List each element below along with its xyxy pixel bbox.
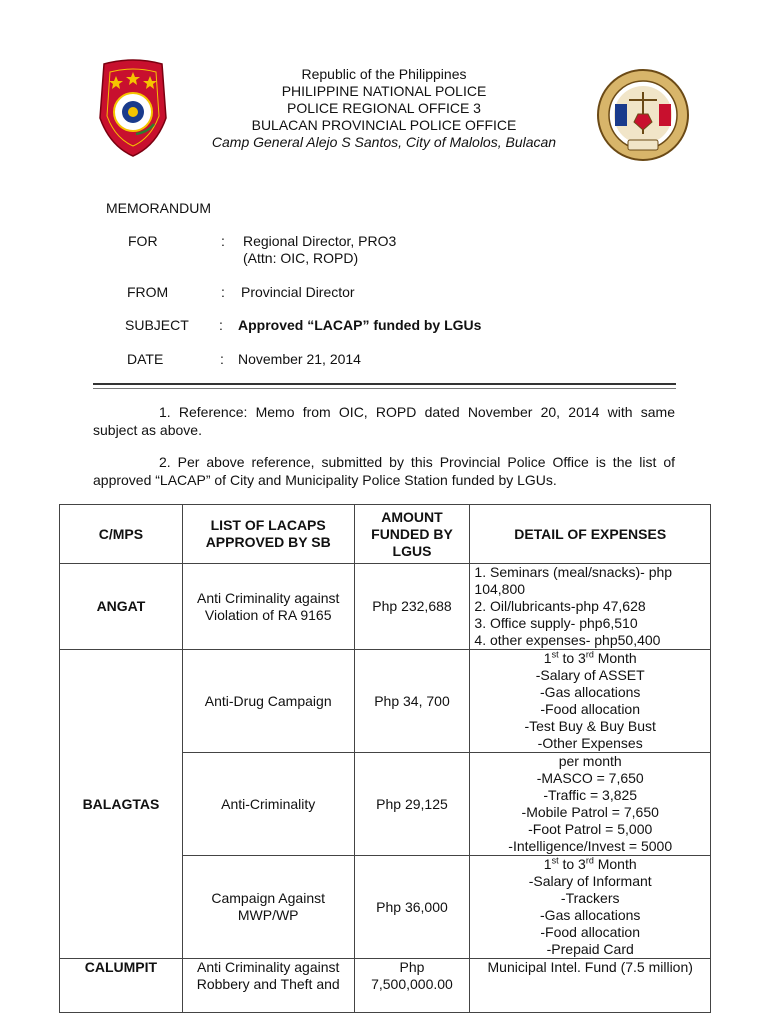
memo-subject-value: Approved “LACAP” funded by LGUs: [238, 317, 482, 333]
detail-line: -Trackers: [560, 890, 620, 906]
detail-line: -Prepaid Card: [546, 941, 634, 957]
memo-subject-row: [0, 317, 768, 335]
amount-cell: Php 36,000: [354, 856, 470, 959]
memo-for-value: Regional Director, PRO3: [243, 233, 397, 249]
detail-line: -Traffic = 3,825: [543, 787, 638, 803]
pnp-seal-icon: [96, 58, 170, 158]
detail-line: -Food allocation: [540, 924, 641, 940]
lacap-cell: Anti Criminality against Violation of RA 9165: [182, 564, 354, 650]
details-cell: [470, 650, 711, 753]
memo-from-value: Provincial Director: [241, 284, 355, 300]
header-amount: AMOUNT FUNDED BY LGUS: [354, 505, 470, 564]
detail-line: -Salary of ASSET: [535, 667, 645, 683]
detail-line: 4. other expenses- php50,400: [474, 632, 661, 648]
period-mid: to 3: [558, 650, 586, 666]
period-end: Month: [593, 856, 637, 872]
letterhead-regional-office: POLICE REGIONAL OFFICE 3: [287, 100, 481, 116]
memo-colon: :: [219, 317, 223, 333]
detail-line: 2. Oil/lubricants-php 47,628: [474, 598, 646, 614]
detail-line: -Gas allocations: [540, 684, 641, 700]
period-end: Month: [593, 650, 637, 666]
memo-subject-key: SUBJECT: [125, 317, 189, 333]
detail-line: -Intelligence/Invest = 5000: [508, 838, 673, 854]
memo-colon: :: [220, 351, 224, 367]
letterhead-provincial-office: BULACAN PROVINCIAL POLICE OFFICE: [251, 117, 517, 133]
detail-line-period: [474, 856, 706, 873]
memo-colon: :: [221, 233, 225, 249]
header-cmps: C/MPS: [60, 505, 183, 564]
letterhead-pnp: PHILIPPINE NATIONAL POLICE: [281, 83, 487, 99]
detail-line: -Test Buy & Buy Bust: [524, 718, 656, 734]
memo-date-row: [0, 351, 768, 369]
period-start: 1: [543, 650, 552, 666]
station-angat: ANGAT: [60, 564, 183, 650]
details-cell: [470, 564, 711, 650]
details-cell: [470, 856, 711, 959]
station-calumpit: CALUMPIT: [60, 959, 183, 1013]
table-header-row: [60, 505, 711, 564]
amount-cell: Php 29,125: [354, 753, 470, 856]
table-row-calumpit: [60, 959, 711, 1013]
bulacan-ppo-seal-icon: [596, 68, 690, 162]
detail-line: -MASCO = 7,650: [536, 770, 644, 786]
detail-line: 1. Seminars (meal/snacks)- php 104,800: [474, 564, 673, 597]
memo-colon: :: [221, 284, 225, 300]
detail-line: -Mobile Patrol = 7,650: [521, 804, 659, 820]
paragraph-reference: 1. Reference: Memo from OIC, ROPD dated November 20, 2014 with same subject as above.: [93, 404, 675, 438]
memorandum-label: MEMORANDUM: [106, 200, 211, 216]
lacap-cell: Campaign Against MWP/WP: [182, 856, 354, 959]
detail-line: -Gas allocations: [540, 907, 641, 923]
detail-line: 3. Office supply- php6,510: [474, 615, 638, 631]
detail-line: per month: [558, 753, 622, 769]
header-rule-thin: [93, 388, 676, 389]
table-row-angat: [60, 564, 711, 650]
period-start: 1: [543, 856, 552, 872]
table-row-balagtas-1: [60, 650, 711, 753]
ordinal-suffix: st: [551, 855, 559, 866]
header-lacaps: LIST OF LACAPS APPROVED BY SB: [182, 505, 354, 564]
details-cell: [470, 753, 711, 856]
amount-cell: Php 232,688: [354, 564, 470, 650]
letterhead-address: Camp General Alejo S Santos, City of Malolos, Bulacan: [211, 134, 557, 150]
letterhead: [170, 66, 598, 151]
lacap-cell: Anti Criminality against Robbery and Theft and: [182, 959, 354, 1013]
detail-line-period: [474, 650, 706, 667]
header-details: DETAIL OF EXPENSES: [470, 505, 711, 564]
period-mid: to 3: [558, 856, 586, 872]
amount-cell: Php 7,500,000.00: [354, 959, 470, 1013]
memo-for-attn: (Attn: OIC, ROPD): [243, 250, 359, 266]
lacap-table: [59, 504, 711, 1013]
detail-line: -Salary of Informant: [528, 873, 652, 889]
station-balagtas: BALAGTAS: [60, 650, 183, 959]
memo-from-row: [0, 284, 768, 302]
ordinal-suffix: st: [551, 649, 559, 660]
ordinal-suffix: rd: [585, 649, 594, 660]
lacap-cell: Anti-Drug Campaign: [182, 650, 354, 753]
details-cell: Municipal Intel. Fund (7.5 million): [470, 959, 711, 1013]
letterhead-republic: Republic of the Philippines: [301, 66, 467, 82]
memo-from-key: FROM: [127, 284, 169, 300]
memo-for-row: [0, 233, 768, 269]
memo-for-key: FOR: [128, 233, 158, 249]
detail-line: -Other Expenses: [537, 735, 643, 751]
detail-line: -Foot Patrol = 5,000: [528, 821, 653, 837]
memo-date-value: November 21, 2014: [238, 351, 361, 367]
detail-line: -Food allocation: [540, 701, 641, 717]
memo-date-key: DATE: [127, 351, 164, 367]
ordinal-suffix: rd: [585, 855, 594, 866]
paragraph-submission: 2. Per above reference, submitted by this Provincial Police Office is the list of approved “LACAP” of City and Municipality Police Station funded by LGUs.: [93, 454, 675, 488]
amount-cell: Php 34, 700: [354, 650, 470, 753]
lacap-cell: Anti-Criminality: [182, 753, 354, 856]
header-rule-thick: [93, 383, 676, 385]
